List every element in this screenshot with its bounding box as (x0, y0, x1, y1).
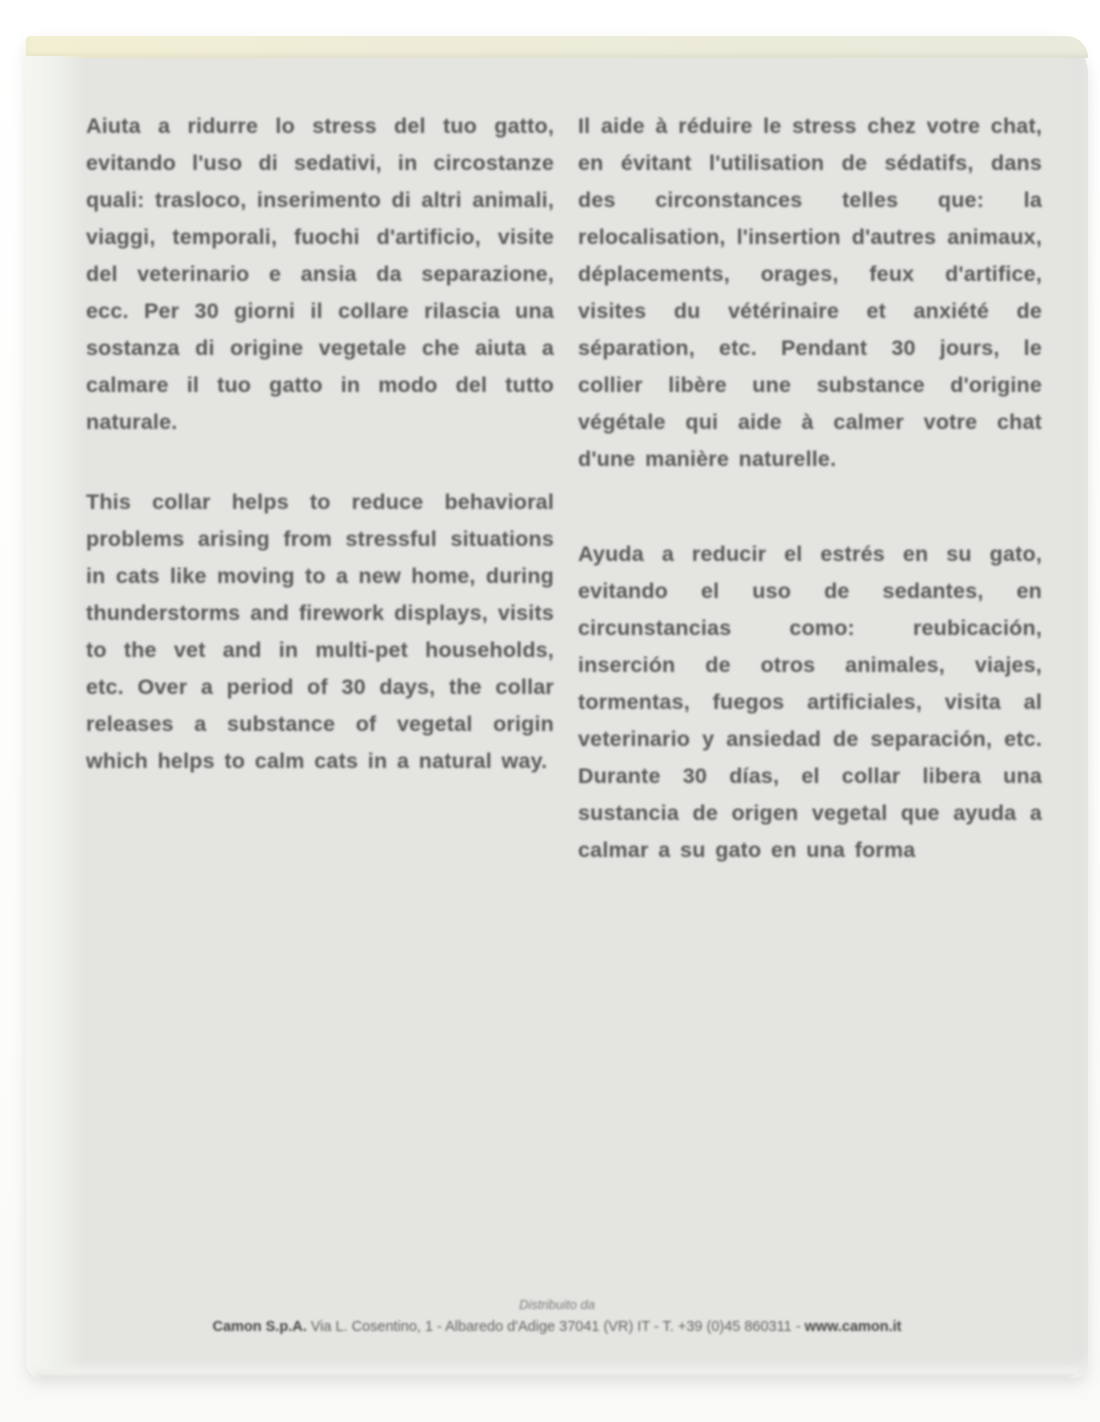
distributor-label: Distribuito da (519, 1297, 595, 1312)
distributor-footer (26, 1297, 1088, 1336)
paragraph-english: This collar helps to reduce behavioral problems arising from stressful situations in cats like moving to a new home, during thunderstorms and firework displays, visits to the vet and in multi-pet households, etc. Over a period of 30 days, the collar releases a substance of vegetal origin which helps to calm cats in a natural way. (86, 490, 554, 773)
paragraph-italian: Aiuta a ridurre lo stress del tuo gatto, evitando l'uso di sedativi, in circostanze quali: trasloco, inserimento di altri animali, viaggi, temporali, fuochi d'artificio, visite del veterinario e ansia da separazione, ecc. Per 30 giorni il collare rilascia una sostanza di origine vegetale che aiuta a calmare il tuo gatto in modo del tutto naturale. (86, 114, 554, 434)
text-column-left (86, 108, 554, 823)
paragraph-spanish: Ayuda a reducir el estrés en su gato, evitando el uso de sedantes, en circunstancias como: reubicación, inserción de otros animales, viajes, tormentas, fuegos artificiales, visita al veterinario y ansiedad de separación, etc. Durante 30 días, el collar libera una sustancia de origen vegetal que ayuda a calmar a su gato en una forma (578, 542, 1042, 862)
company-name: Camon S.p.A. (212, 1319, 307, 1335)
distributor-line (26, 1318, 1088, 1336)
box-face (26, 36, 1088, 1378)
company-website: www.camon.it (804, 1319, 902, 1335)
text-column-right (578, 108, 1042, 912)
paragraph-french: Il aide à réduire le stress chez votre chat, en évitant l'utilisation de sédatifs, dans des circonstances telles que: la relocalisation, l'insertion d'autres animaux, déplacements, orages, feux d'artifice, visites du vétérinaire et anxiété de séparation, etc. Pendant 30 jours, le collier libère une substance d'origine végétale qui aide à calmer votre chat d'une manière naturelle. (578, 114, 1042, 471)
company-address: Via L. Cosentino, 1 - Albaredo d'Adige 37041 (VR) IT - T. +39 (0)45 860311 - (310, 1319, 801, 1335)
package-box-back (26, 36, 1088, 1378)
